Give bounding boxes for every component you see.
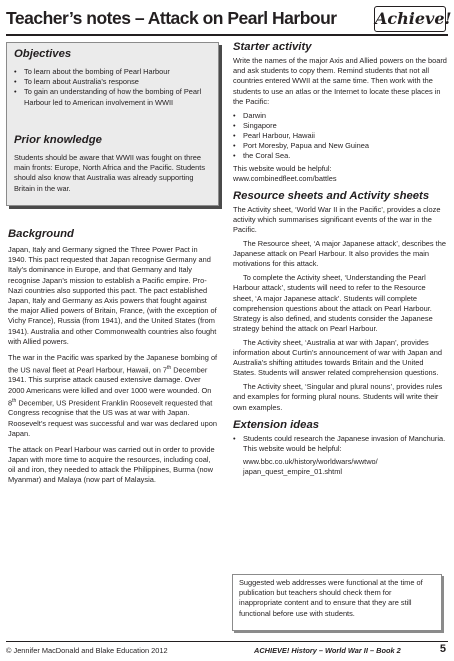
superscript: th [12,397,17,404]
background-paragraph [8,353,218,440]
note-text: Suggested web addresses were functional at the time of publication but teachers should check them for inappropriate content and to ensure that they are still functional before use with students. [239,578,423,618]
page-title: Teacher’s notes – Attack on Pearl Harbour [6,8,337,28]
resources-paragraph: The Activity sheet, ‘World War II in the Pacific’, provides a cloze activity which summarises significant events of the war in the Pacific. [233,204,441,235]
header-divider [6,34,448,36]
background-paragraph: Japan, Italy and Germany signed the Three Power Pact in 1940. This pact requested that Japan recognise Germany and Italy’s dominance in Europe, and that Germany and Italy recognise Japan’s mission to establish a Pacific empire. Pro-Nazi countries also supported this pact. The pact established Japan, Italy and Germany as Axis powers that fought against the major Allied powers of Britain, France, (with the exception of Vichy France), Russia (from 1941), and the United States (from 1941). Australia and other Commonwealth countries also fought with Allied powers. [8,245,217,346]
places-list [233,111,447,162]
resources-paragraph: To complete the Activity sheet, ‘Understanding the Pearl Harbour attack’, students will need to refer to the Resource sheet, ‘A major Japanese attack’. Students will complete comprehension questions about the attack on Pearl Harbour. Strategy is also defined, and students consider the Japanese strategy behind the attack on Pearl Harbour. [233,273,433,334]
achieve-logo: Achieve! [374,6,446,32]
objectives-list [14,67,212,108]
text-span: December 1941. This surprise attack caused extensive damage. Over 2000 Americans were killed and over 1000 were wounded. On 8 [8,365,212,408]
superscript: th [167,364,172,371]
objectives-heading: Objectives [14,48,72,60]
place-item: • Port Moresby, Papua and New Guinea [233,141,447,151]
background-section [8,245,218,491]
series-title: ACHIEVE! History – World War II – Book 2 [254,646,401,655]
copyright-text: © Jennifer MacDonald and Blake Education 2012 [6,646,168,655]
background-heading: Background [8,228,74,240]
resources-heading: Resource sheets and Activity sheets [233,189,430,202]
resources-paragraph: The Activity sheet, ‘Singular and plural nouns’, provides rules and examples for forming plural nouns. Students will write their own examples. [233,382,443,412]
prior-knowledge-heading: Prior knowledge [14,134,102,146]
prior-knowledge-text: Students should be aware that WWII was fought on three main fronts: Europe, North Africa and the Pacific. Students should also know that Australia was already supporting Britain in the war. [14,153,206,193]
extension-item [233,434,447,478]
objective-item: • To learn about Australia’s response [14,77,212,87]
right-column [233,41,447,478]
resources-paragraph: The Resource sheet, ‘A major Japanese attack’, describes the Japanese attack on Pearl Harbour. It also provides the main motivations for this attack. [233,239,446,269]
website-label: This website would be helpful: [233,163,332,173]
resources-paragraph: The Activity sheet, ‘Australia at war with Japan’, provides information about Curtin’s announcement of war with Japan and Australia’s shifting attitudes towards Britain and the United States. Students will answer related comprehension questions. [233,337,442,378]
text-span: The war in the Pacific was sparked by the Japanese bombing of the US naval fleet at Pearl Harbour, Hawaii, on 7 [8,352,218,375]
objectives-box [6,42,219,206]
place-item: • Singapore [233,121,447,131]
extension-heading: Extension ideas [233,418,320,431]
place-item: • the Coral Sea. [233,151,447,161]
background-paragraph: The attack on Pearl Harbour was carried out in order to provide Japan with more time to acquire the resources, including coal, oil and iron, they needed to attack the Philippines, Burma (now Myanmar) and Malaya (now part of Malaysia. [8,444,215,485]
extension-link[interactable]: www.bbc.co.uk/history/worldwars/wwtwo/ japan_quest_empire_01.shtml [243,457,378,477]
website-link[interactable]: www.combinedfleet.com/battles [233,173,337,183]
objective-item: • To gain an understanding of how the bombing of Pearl Harbour led to American involvement in WWII [14,87,212,107]
objective-item: • To learn about the bombing of Pearl Harbour [14,67,212,77]
text-span: December, US President Franklin Roosevelt requested that Congress recognise that the US was at war with Japan. Roosevelt’s request was successful and war was declared upon Japan. [8,398,217,438]
place-item: • Darwin [233,111,447,121]
extension-list [233,434,447,478]
page-number: 5 [439,643,446,655]
starter-activity-text: Write the names of the major Axis and Allied powers on the board and ask students to copy them. Remind students that not all countries entered WWII at the same time. Then work with the students to use an atlas or the Internet to locate these places in the Pacific: [233,56,447,106]
footer-divider [6,641,448,642]
starter-activity-heading: Starter activity [233,41,312,53]
place-item: • Pearl Harbour, Hawaii [233,131,447,141]
extension-text: Students could research the Japanese invasion of Manchuria. This website would be helpful: [243,433,446,453]
web-address-note [232,574,442,631]
page-header [6,6,452,34]
